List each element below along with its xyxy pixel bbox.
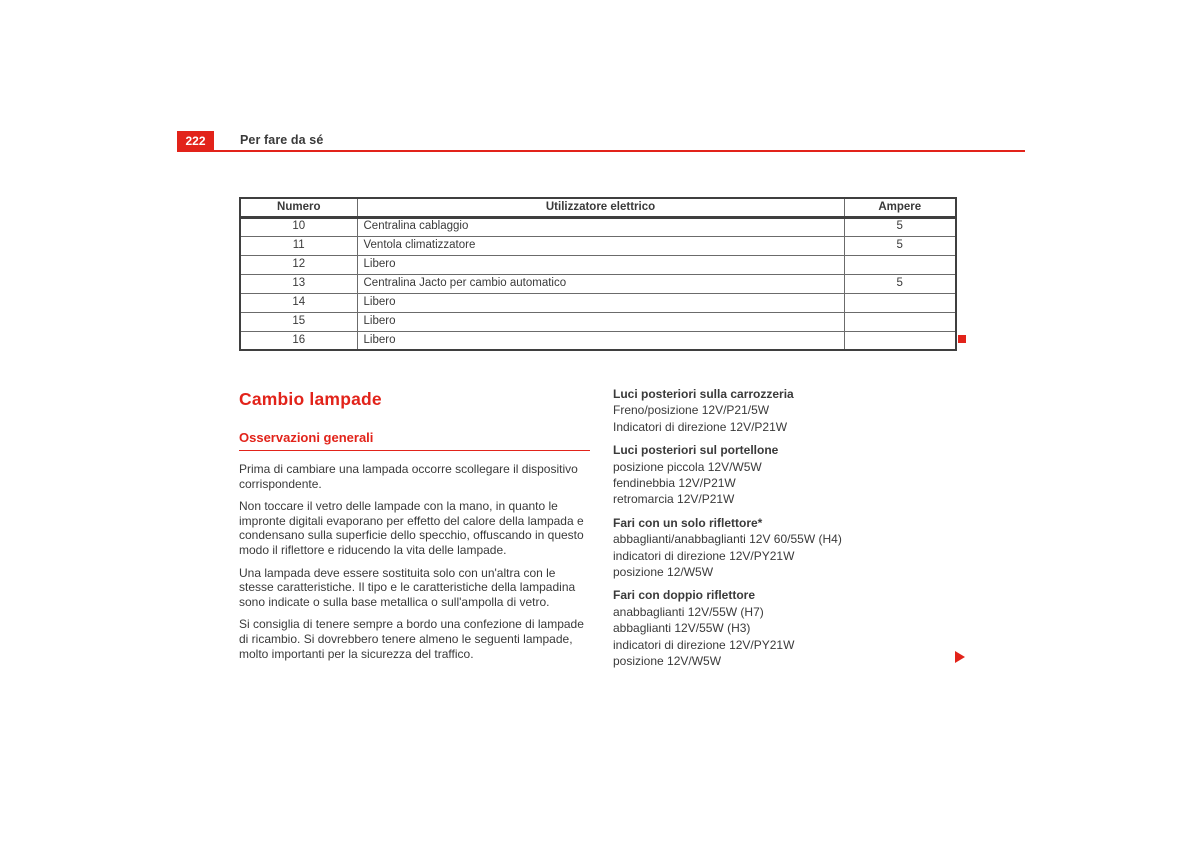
cell-utilizzatore: Libero: [357, 255, 844, 274]
section-end-square-icon: [958, 335, 966, 343]
cell-utilizzatore: Centralina Jacto per cambio automatico: [357, 274, 844, 293]
cell-ampere: [844, 331, 956, 350]
spec-item: posizione 12V/W5W: [613, 654, 722, 669]
spec-item: Indicatori di direzione 12V/P21W: [613, 419, 788, 434]
cell-utilizzatore: Libero: [357, 331, 844, 350]
cell-ampere: [844, 255, 956, 274]
header-divider: [177, 150, 1025, 152]
spec-item: Freno/posizione 12V/P21/5W: [613, 403, 770, 418]
next-page-arrow-icon: [955, 651, 965, 663]
table-header-row: [240, 198, 956, 217]
cell-ampere: 5: [844, 217, 956, 236]
fuse-table-container: [239, 197, 955, 351]
column-header-utilizzatore: Utilizzatore elettrico: [357, 198, 844, 217]
table-row: [240, 331, 956, 350]
chapter-title: Per fare da sé: [240, 133, 324, 147]
page-title: Cambio lampade: [239, 389, 382, 409]
spec-item: retromarcia 12V/P21W: [613, 492, 735, 507]
table-row: [240, 255, 956, 274]
spec-item: indicatori di direzione 12V/PY21W: [613, 548, 795, 563]
cell-numero: 12: [240, 255, 357, 274]
spec-group-heading: Luci posteriori sul portellone: [613, 443, 779, 458]
cell-ampere: [844, 312, 956, 331]
table-row: [240, 274, 956, 293]
cell-utilizzatore: Libero: [357, 312, 844, 331]
bulb-spec-group: [613, 587, 948, 669]
spec-group-heading: Fari con doppio riflettore: [613, 588, 756, 603]
cell-utilizzatore: Ventola climatizzatore: [357, 236, 844, 255]
paragraph: Si consiglia di tenere sempre a bordo una confezione di lampade di ricambio. Si dovrebbero tenere almeno le seguenti lampade, molto importanti per la sicurezza del traffico.: [239, 617, 584, 661]
spec-item: indicatori di direzione 12V/PY21W: [613, 637, 795, 652]
cell-numero: 16: [240, 331, 357, 350]
bulb-spec-group: [613, 386, 948, 435]
spec-item: abbaglianti/anabbaglianti 12V 60/55W (H4): [613, 532, 842, 547]
bulb-spec-group: [613, 442, 948, 508]
spec-item: posizione piccola 12V/W5W: [613, 459, 762, 474]
fuse-table: [239, 197, 957, 351]
spec-item: posizione 12/W5W: [613, 565, 714, 580]
body-text-column: [239, 462, 588, 669]
bulb-spec-group: [613, 515, 948, 581]
paragraph: Non toccare il vetro delle lampade con la mano, in quanto le impronte digitali evaporano per effetto del calore della lampada e condensano sulla superficie dello specchio, offuscando in questo modo il riflettore e riducendo la vita delle lampade.: [239, 499, 584, 557]
table-row: [240, 293, 956, 312]
section-subtitle: Osservazioni generali: [239, 430, 590, 451]
bulb-spec-column: [613, 386, 948, 677]
page-number-badge: [177, 131, 214, 150]
paragraph: Una lampada deve essere sostituita solo con un'altra con le stesse caratteristiche. Il tipo e le caratteristiche della lampadina sono indicate o sulla base metallica o sull'ampolla di vetro.: [239, 565, 576, 609]
column-header-ampere: Ampere: [844, 198, 956, 217]
cell-utilizzatore: Libero: [357, 293, 844, 312]
page-number: 222: [185, 133, 206, 148]
spec-group-heading: Fari con un solo riflettore*: [613, 515, 763, 530]
cell-numero: 14: [240, 293, 357, 312]
paragraph: Prima di cambiare una lampada occorre scollegare il dispositivo corrispondente.: [239, 462, 578, 491]
cell-numero: 13: [240, 274, 357, 293]
spec-item: fendinebbia 12V/P21W: [613, 476, 736, 491]
cell-ampere: 5: [844, 236, 956, 255]
spec-item: anabbaglianti 12V/55W (H7): [613, 604, 764, 619]
cell-utilizzatore: Centralina cablaggio: [357, 217, 844, 236]
cell-ampere: [844, 293, 956, 312]
table-row: [240, 236, 956, 255]
spec-group-heading: Luci posteriori sulla carrozzeria: [613, 387, 794, 401]
column-header-numero: Numero: [240, 198, 357, 217]
table-row: [240, 217, 956, 236]
cell-ampere: 5: [844, 274, 956, 293]
cell-numero: 11: [240, 236, 357, 255]
cell-numero: 10: [240, 217, 357, 236]
spec-item: abbaglianti 12V/55W (H3): [613, 621, 751, 636]
cell-numero: 15: [240, 312, 357, 331]
table-row: [240, 312, 956, 331]
